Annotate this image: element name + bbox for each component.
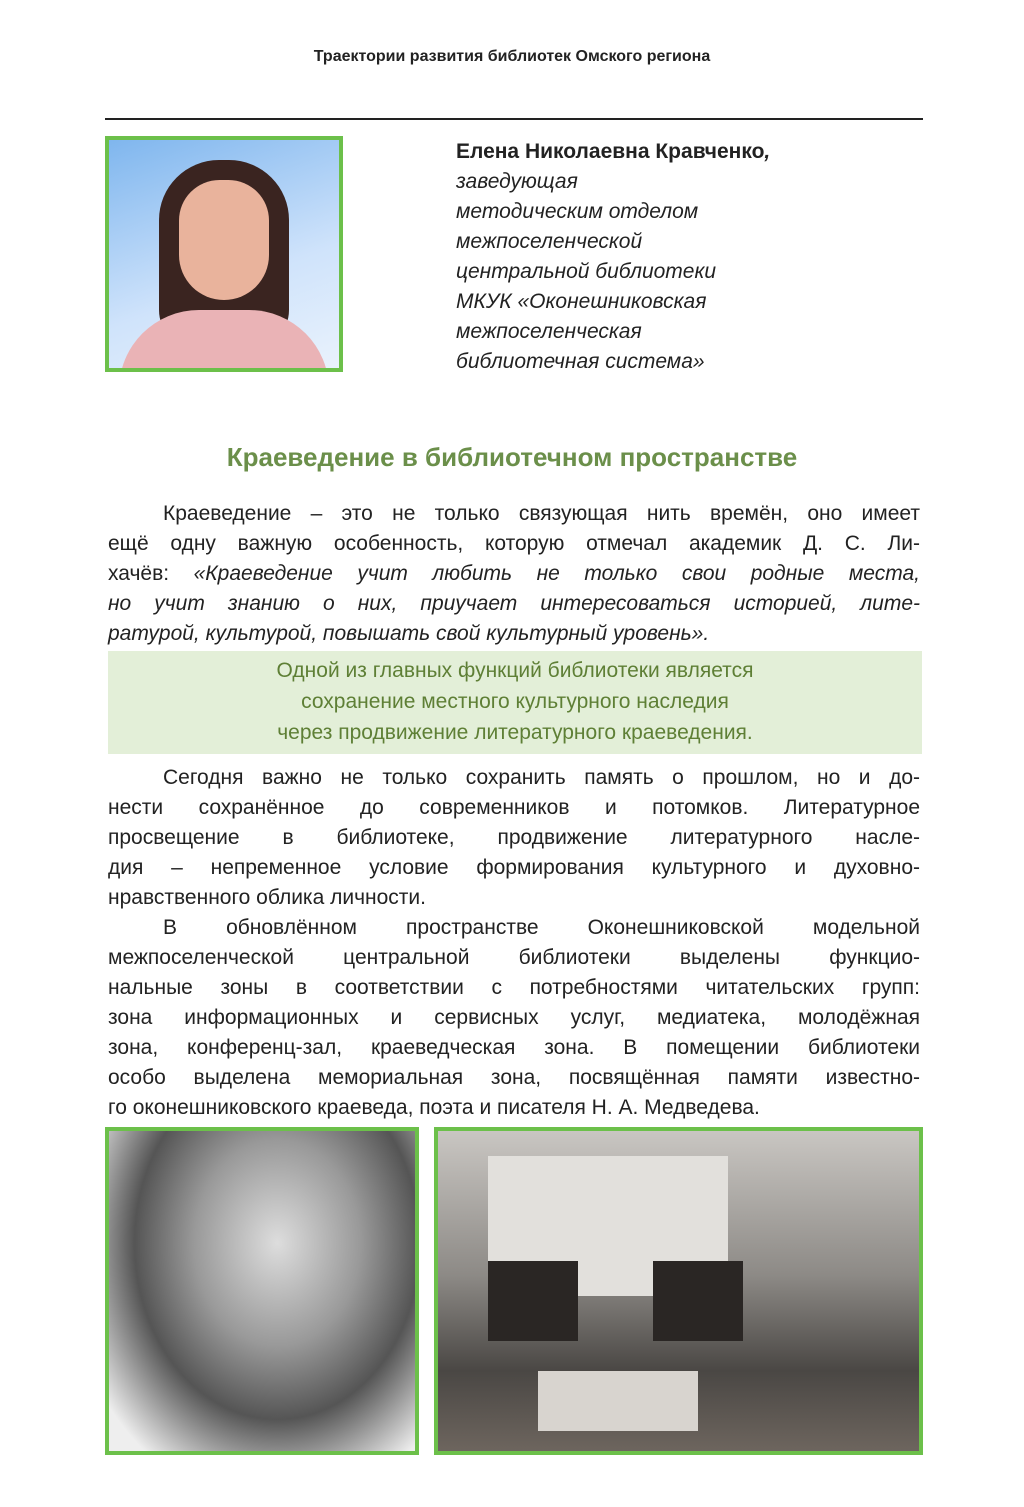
memorial-zone-photo <box>434 1127 923 1455</box>
author-role: заведующая методическим отделом межпоселенческой центральной библиотеки МКУК «Оконешниковская межпоселенческая библиотечная система» <box>456 170 717 373</box>
running-header: Траектории развития библиотек Омского региона <box>313 48 711 65</box>
author-name: Елена Николаевна Кравченко, <box>456 140 771 163</box>
header-rule <box>105 118 923 120</box>
paragraph-3: В обновлённом пространстве Оконешниковской модельной межпоселенческой центральной библиотеки выделены функцио- нальные зоны в соответствии с потребностями читательских групп: зона информационных и сервисных услуг, медиатека, молодёжная зона, конференц-зал, краеведческая зона. В помещении библиотеки особо выделена мемориальная зона, посвящённая памяти известно- го оконешниковского краеведа, поэта и писателя Н. А. Медведева. <box>108 916 920 1119</box>
author-portrait <box>105 136 343 372</box>
highlight-callout: Одной из главных функций библиотеки является сохранение местного культурного наследия через продвижение литературного краеведения. <box>108 651 922 754</box>
medvedev-portrait-photo <box>105 1127 419 1455</box>
author-block <box>456 137 770 377</box>
paragraph-2: Сегодня важно не только сохранить память о прошлом, но и до- нести сохранённое до современников и потомков. Литературное просвещение в библиотеке, продвижение литературного насле- дия – непременное условие формирования культурного и духовно- нравственного облика личности. <box>108 766 920 909</box>
paragraph-1: Краеведение – это не только связующая нить времён, оно имеет ещё одну важную особенность, которую отмечал академик Д. С. Ли- хачёв: «Краеведение учит любить не только свои родные места, но учит знанию о них, приучает интересоваться историей, лите- ратурой, культурой, повышать свой культурный уровень». <box>108 502 920 645</box>
article-title: Краеведение в библиотечном пространстве <box>226 442 798 472</box>
